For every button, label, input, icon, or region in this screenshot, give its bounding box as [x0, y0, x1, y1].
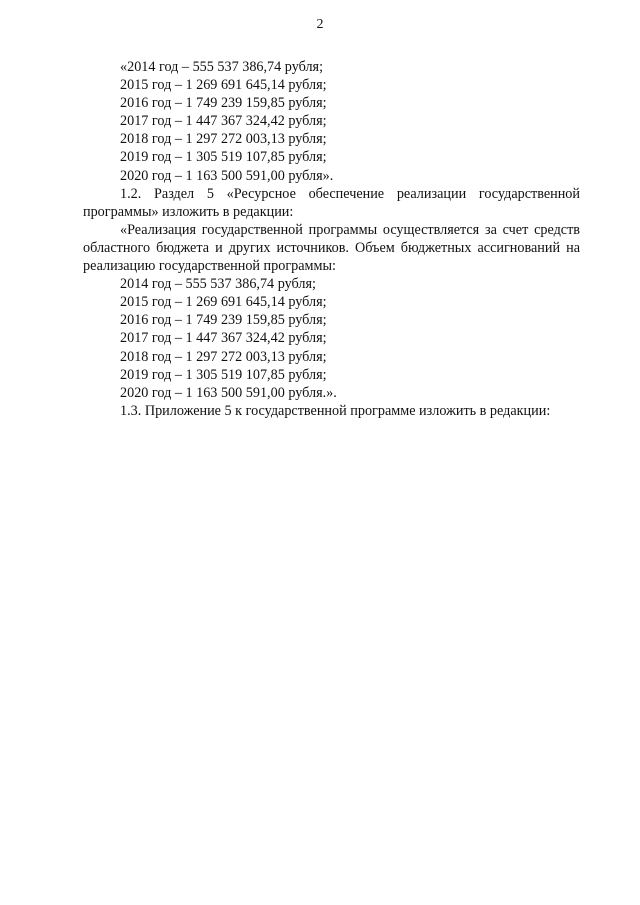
funding-line: 2016 год – 1 749 239 159,85 рубля; [120, 312, 327, 329]
funding-line: 2020 год – 1 163 500 591,00 рубля». [120, 167, 334, 184]
page-number: 2 [316, 17, 324, 32]
funding-line: 2017 год – 1 447 367 324,42 рубля; [120, 330, 327, 347]
paragraph-1-2: 1.2. Раздел 5 «Ресурсное обеспечение реализации государственной программы» изложить в редакции: [83, 185, 580, 220]
funding-line: 2018 год – 1 297 272 003,13 рубля; [120, 131, 327, 148]
funding-line: 2014 год – 555 537 386,74 рубля; [120, 276, 316, 293]
funding-list-1 [83, 58, 580, 185]
funding-line: 2020 год – 1 163 500 591,00 рубля.». [120, 384, 337, 401]
funding-line: 2017 год – 1 447 367 324,42 рубля; [120, 113, 327, 130]
funding-list-2 [83, 275, 580, 402]
paragraph-1-3: 1.3. Приложение 5 к государственной программе изложить в редакции: [120, 402, 551, 419]
paragraph-quote: «Реализация государственной программы осуществляется за счет средств областного бюджета и других источников. Объем бюджетных ассигнований на реализацию государственной программы: [83, 221, 580, 275]
funding-line: 2015 год – 1 269 691 645,14 рубля; [120, 77, 327, 94]
document-body [83, 58, 580, 420]
funding-line: 2018 год – 1 297 272 003,13 рубля; [120, 348, 327, 365]
funding-line: «2014 год – 555 537 386,74 рубля; [120, 59, 324, 75]
funding-line: 2019 год – 1 305 519 107,85 рубля; [120, 149, 327, 166]
funding-line: 2019 год – 1 305 519 107,85 рубля; [120, 366, 327, 383]
funding-line: 2016 год – 1 749 239 159,85 рубля; [120, 95, 327, 112]
funding-line: 2015 год – 1 269 691 645,14 рубля; [120, 294, 327, 311]
